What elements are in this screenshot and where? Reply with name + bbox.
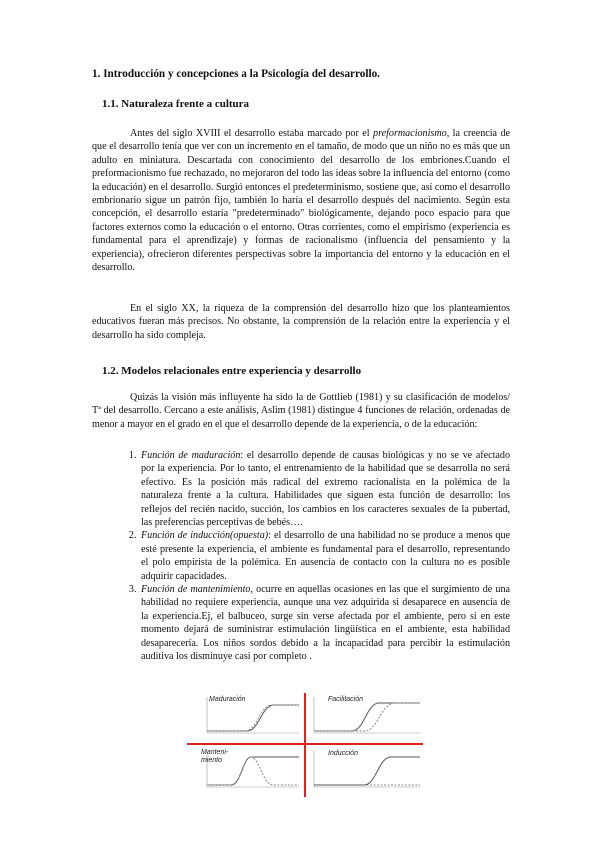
figure-divider-vertical <box>304 693 306 797</box>
function-term: Función de mantenimiento <box>141 584 251 596</box>
panel-facilitacion <box>308 693 422 742</box>
paragraph-preformacionismo <box>92 127 510 274</box>
paragraph-text: Antes del siglo XVIII el desarrollo estaba marcado por el <box>130 128 374 139</box>
list-item <box>139 583 510 663</box>
panel-maduracion <box>187 693 301 742</box>
section-heading-1-1: 1.1. Naturaleza frente a cultura <box>102 98 250 110</box>
paragraph-siglo-xx: En el siglo XX, la riqueza de la comprensión del desarrollo hizo que los planteamientos educativos fueran más precisos. No obstante, la comprensión de la relación entre la experiencia y el desarrollo ha sido compleja. <box>92 303 510 341</box>
function-term: Función de inducción(opuesta) <box>141 530 269 542</box>
panel-mantenimiento <box>187 747 301 796</box>
chapter-heading: 1. Introducción y concepciones a la Psicología del desarrollo. <box>92 68 380 80</box>
induction-curve <box>308 747 422 796</box>
panel-label: Manteni- miento <box>201 749 229 764</box>
paragraph-gottlieb: Quizás la visión más influyente ha sido la de Gottlieb (1981) y su clasificación de modelos/ Tª del desarrollo. Cercano a este análisis, Aslim (1981) distingue 4 funciones de relación, ordenadas de menor a mayor en el grado en el que el desarrollo depende de la experiencia, o de la educación: <box>92 392 510 430</box>
panel-label: Inducción <box>328 750 358 757</box>
panel-label: Maduración <box>209 696 246 703</box>
function-text: : el desarrollo depende de causas biológicas y no se ve afectado por la experiencia. Por lo tanto, el entrenamiento de la habilidad que se desarrolla no será efectivo. Es la posición más radical del extremo racionalista en la polémica de la naturaleza frente a la cultura. Habilidades que siguen esta función de desarrollo: los reflejos del recién nacido, succión, los cambios en los caracteres sexuales de la pubertad, las preferencias perceptivas de bebés…. <box>141 450 510 529</box>
panel-induccion <box>308 747 422 796</box>
paragraph-text: , la creencia de que el desarrollo tenía que ver con un incremento en el tamaño, de modo que un niño no es más que un adulto en miniatura. Descartada con conocimiento del desarrollo de los embriones.Cuando el preformacionismo fue rechazado, no mejoraron del todo las ideas sobre la influencia del entorno (como la educación) en el desarrollo. Surgió entonces el predeterminismo, sostiene que, así como el desarrollo embrionario sigue un patrón fijo, también lo haría el desarrollo después del nacimiento. Según esta concepción, el desarrollo estaría "predeterminado" biológicamente, dejando poco espacio para que factores externos como la educación o el entorno. Otras corrientes, como el empirismo (experiencia es fundamental para el aprendizaje) y formas de racionalismo (influencia del pensamiento y la experiencia), ofrecieron diferentes perspectivas sobre la importancia del entorno y la educación en el desarrollo. <box>92 128 510 274</box>
development-functions-figure <box>187 693 423 797</box>
figure-divider-horizontal <box>187 743 423 745</box>
list-item <box>139 449 510 529</box>
italic-term: preformacionismo <box>373 128 447 139</box>
panel-label: Facilitación <box>328 696 364 703</box>
function-text: : el desarrollo de una habilidad no se produce a menos que esté presente la experiencia, el ambiente es fundamental para el desarrollo, representando el polo empirista de la polémica. En ausencia de contacto con la cultura no es posible adquirir capacidades. <box>141 530 510 582</box>
function-text: , ocurre en aquellas ocasiones en las que el surgimiento de una habilidad no requiere experiencia, aunque una vez adquirida si desaparece en ausencia de la experiencia.Ej, el balbuceo, surge sin verse afectada por el ambiente, pero si en este momento dejará de suministrar estimulación lingüística en el ambiente, esta habilidad desaparecería. Los niños sordos debido a la incapacidad para percibir la estimulación auditiva los disminuye casi por completo . <box>141 584 511 663</box>
facilitation-curve <box>308 693 422 742</box>
functions-list <box>92 449 510 664</box>
function-term: Función de maduración <box>141 450 241 461</box>
section-heading-1-2: 1.2. Modelos relacionales entre experiencia y desarrollo <box>102 365 362 377</box>
list-item <box>139 529 510 583</box>
